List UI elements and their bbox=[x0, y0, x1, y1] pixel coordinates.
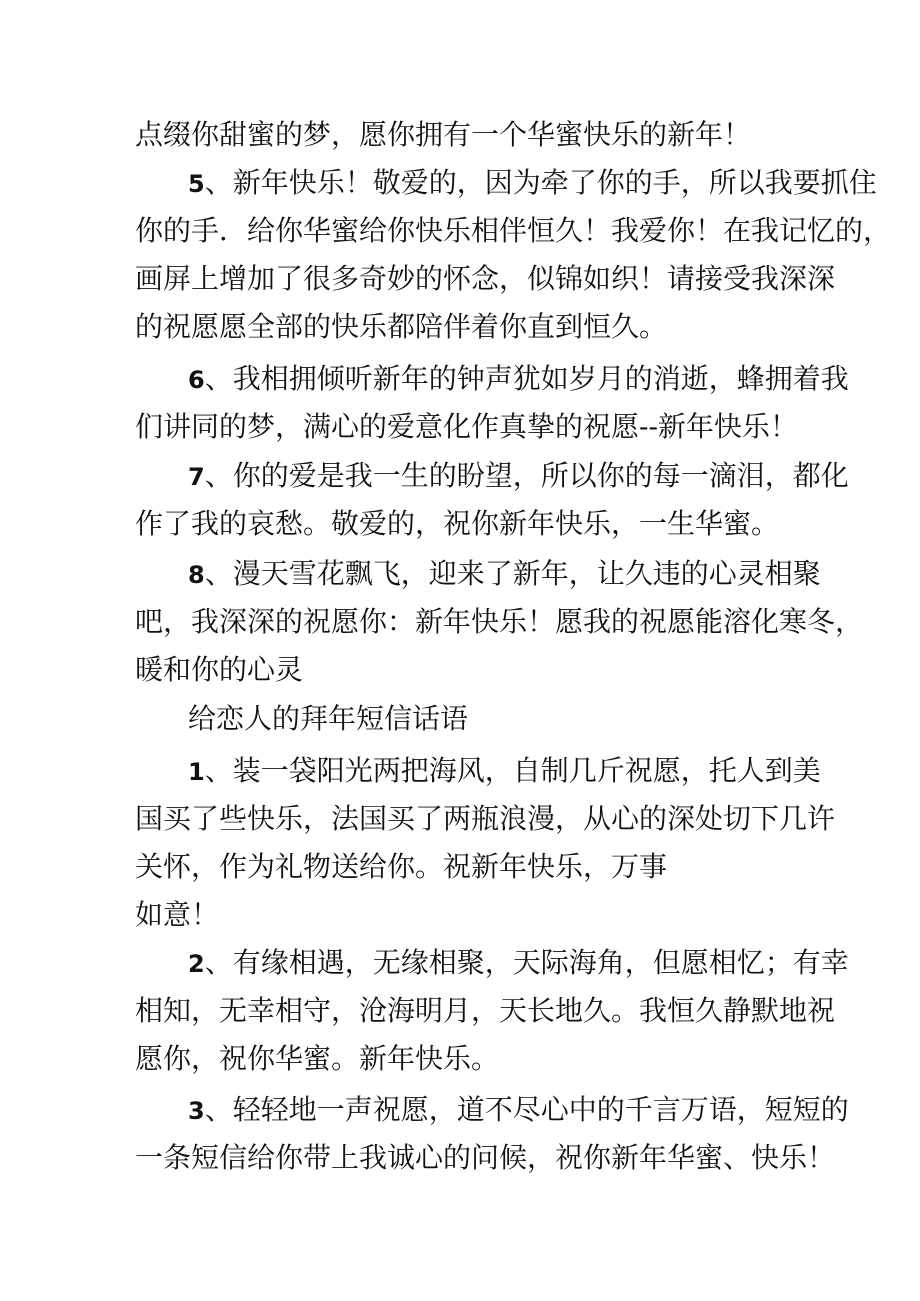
item-number: 7 bbox=[188, 463, 205, 491]
text-line bbox=[135, 1138, 835, 1178]
text-line bbox=[135, 799, 835, 839]
text-line bbox=[188, 751, 821, 791]
text-line bbox=[188, 1090, 849, 1130]
line-text: 们讲同的梦，满心的爱意化作真挚的祝愿--新年快乐！ bbox=[135, 410, 798, 443]
item-number: 3 bbox=[188, 1097, 205, 1125]
line-text: 、我相拥倾听新年的钟声犹如岁月的消逝，蜂拥着我 bbox=[204, 362, 849, 395]
text-line bbox=[188, 163, 877, 203]
text-line bbox=[135, 504, 779, 544]
item-number: 1 bbox=[188, 758, 205, 786]
line-text: 相知，无幸相守，沧海明月，天长地久。我恒久静默地祝 bbox=[135, 994, 836, 1027]
text-line bbox=[135, 991, 835, 1031]
line-text: 、有缘相遇，无缘相聚，天际海角，但愿相忆；有幸 bbox=[204, 946, 849, 979]
text-line bbox=[135, 211, 891, 251]
text-line bbox=[135, 895, 219, 935]
line-text: 暖和你的心灵 bbox=[135, 653, 304, 686]
text-line bbox=[135, 307, 667, 347]
line-text: 点缀你甜蜜的梦，愿你拥有一个华蜜快乐的新年！ bbox=[135, 118, 752, 151]
line-text: 一条短信给你带上我诚心的问候，祝你新年华蜜、快乐！ bbox=[135, 1141, 836, 1174]
line-text: 愿你，祝你华蜜。新年快乐。 bbox=[135, 1042, 500, 1075]
text-line bbox=[188, 554, 821, 594]
text-line bbox=[135, 602, 863, 642]
line-text: 、新年快乐！敬爱的，因为牵了你的手，所以我要抓住 bbox=[204, 166, 877, 199]
line-text: 作了我的哀愁。敬爱的，祝你新年快乐，一生华蜜。 bbox=[135, 507, 780, 540]
heading-text: 给恋人的拜年短信话语 bbox=[188, 702, 469, 735]
text-line bbox=[135, 407, 798, 447]
line-text: 你的手．给你华蜜给你快乐相伴恒久！我爱你！在我记忆的， bbox=[135, 214, 892, 247]
text-line bbox=[135, 259, 835, 299]
text-line bbox=[135, 650, 303, 690]
text-line bbox=[188, 943, 849, 983]
line-text: 、装一袋阳光两把海风，自制几斤祝愿，托人到美 bbox=[204, 754, 821, 787]
text-line bbox=[135, 847, 667, 887]
text-line bbox=[188, 456, 849, 496]
line-text: 、漫天雪花飘飞，迎来了新年，让久违的心灵相聚 bbox=[204, 557, 821, 590]
text-line bbox=[135, 115, 751, 155]
line-text: 关怀，作为礼物送给你。祝新年快乐，万事 bbox=[135, 850, 668, 883]
line-text: 、你的爱是我一生的盼望，所以你的每一滴泪，都化 bbox=[204, 459, 849, 492]
item-number: 2 bbox=[188, 950, 205, 978]
line-text: 的祝愿愿全部的快乐都陪伴着你直到恒久。 bbox=[135, 310, 668, 343]
text-line bbox=[188, 359, 849, 399]
text-line bbox=[135, 1039, 499, 1079]
line-text: 、轻轻地一声祝愿，道不尽心中的千言万语，短短的 bbox=[204, 1093, 849, 1126]
line-text: 如意！ bbox=[135, 898, 220, 931]
line-text: 画屏上增加了很多奇妙的怀念，似锦如织！请接受我深深 bbox=[135, 262, 836, 295]
item-number: 5 bbox=[188, 170, 205, 198]
line-text: 国买了些快乐，法国买了两瓶浪漫，从心的深处切下几许 bbox=[135, 802, 836, 835]
item-number: 6 bbox=[188, 366, 205, 394]
section-heading bbox=[188, 699, 468, 739]
item-number: 8 bbox=[188, 561, 205, 589]
line-text: 吧，我深深的祝愿你：新年快乐！愿我的祝愿能溶化寒冬， bbox=[135, 605, 864, 638]
